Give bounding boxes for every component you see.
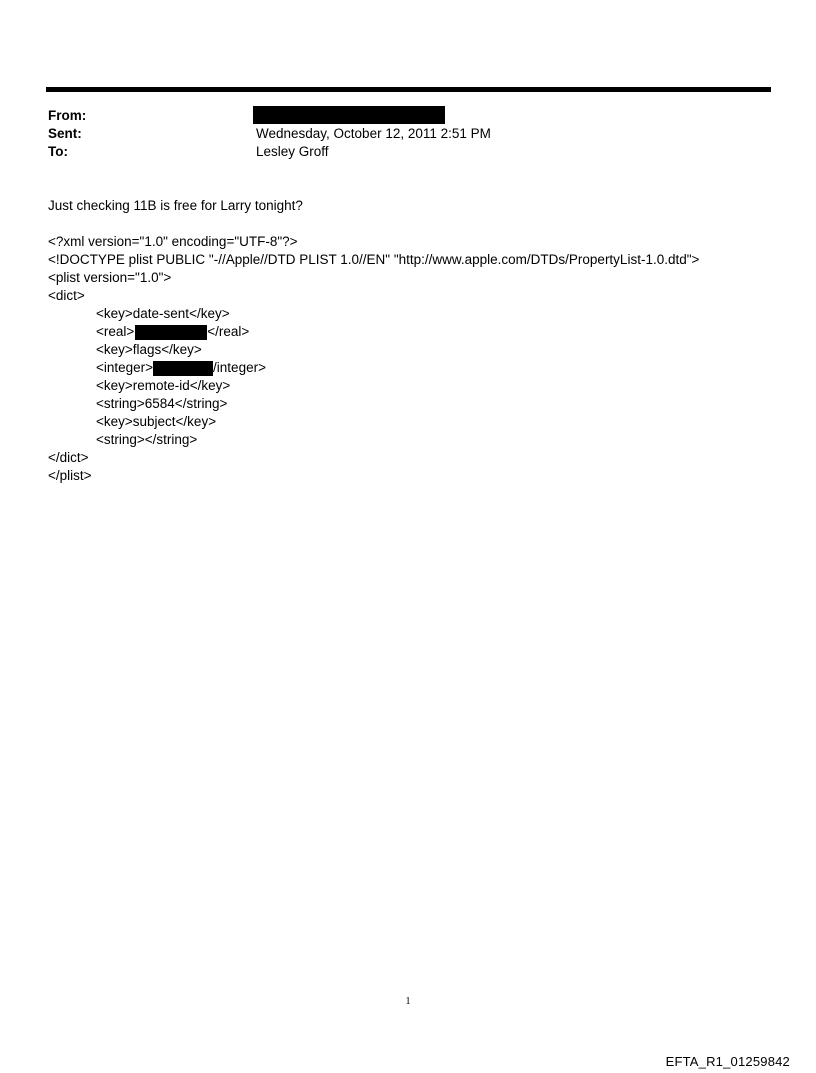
xml-key-flags: <key>flags</key> <box>96 342 202 357</box>
to-value: Lesley Groff <box>256 144 329 159</box>
sent-value: Wednesday, October 12, 2011 2:51 PM <box>256 126 491 141</box>
page-number: 1 <box>405 996 411 1007</box>
xml-key-subject: <key>subject</key> <box>96 414 217 429</box>
redaction-from <box>253 106 445 124</box>
redaction-integer <box>153 361 213 376</box>
xml-real-close: </real> <box>207 324 250 339</box>
sent-label: Sent: <box>48 126 82 141</box>
document-id: EFTA_R1_01259842 <box>665 1054 790 1069</box>
xml-dict-open: <dict> <box>48 288 85 303</box>
xml-doctype: <!DOCTYPE plist PUBLIC "-//Apple//DTD PLIST 1.0//EN" "http://www.apple.com/DTDs/PropertyList-1.0.dtd"> <box>48 252 700 267</box>
xml-string-remote-id: <string>6584</string> <box>96 396 228 411</box>
message-text: Just checking 11B is free for Larry tonight? <box>48 198 303 213</box>
xml-declaration: <?xml version="1.0" encoding="UTF-8"?> <box>48 234 298 249</box>
xml-integer-close: /integer> <box>213 360 266 375</box>
xml-plist-open: <plist version="1.0"> <box>48 270 172 285</box>
xml-real-open: <real> <box>96 324 135 339</box>
from-label: From: <box>48 108 87 123</box>
redaction-real <box>135 325 207 340</box>
xml-plist-close: </plist> <box>48 468 92 483</box>
xml-dict-close: </dict> <box>48 450 89 465</box>
xml-integer-open: <integer> <box>96 360 154 375</box>
header-rule <box>46 87 771 92</box>
xml-integer-line <box>96 359 266 377</box>
xml-real-line <box>96 323 249 341</box>
xml-key-date-sent: <key>date-sent</key> <box>96 306 230 321</box>
xml-string-subject: <string></string> <box>96 432 198 447</box>
to-label: To: <box>48 144 68 159</box>
xml-key-remote-id: <key>remote-id</key> <box>96 378 231 393</box>
